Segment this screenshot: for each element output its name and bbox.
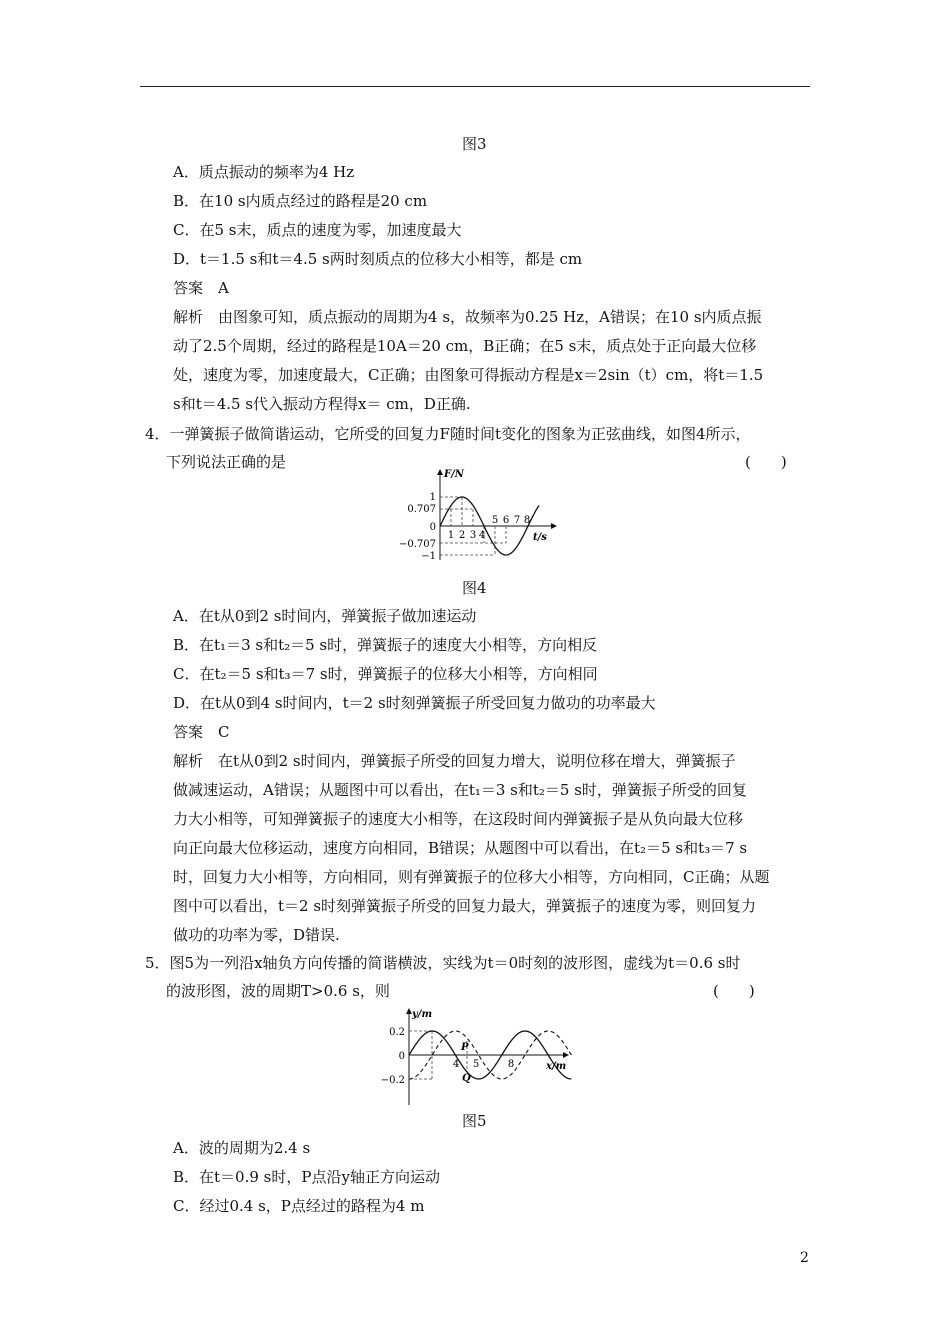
q4-stem-line: 下列说法正确的是: [166, 453, 287, 471]
q5-answer-blank: ( ): [713, 982, 755, 1000]
x-tick-label: 8: [523, 515, 531, 526]
point-q-label: Q: [462, 1073, 471, 1084]
y-axis-label: F/N: [444, 469, 464, 480]
y-tick-label: 0.2: [389, 1027, 405, 1038]
q4-option-d: D．在t从0到4 s时间内，t＝2 s时刻弹簧振子所受回复力做功的功率最大: [173, 694, 656, 712]
y-tick-label: −0.707: [398, 539, 436, 550]
x-tick-label: 5: [472, 1059, 480, 1070]
x-tick-label: 1: [447, 530, 455, 541]
q4-analysis-line: 解析 在t从0到2 s时间内，弹簧振子所受的回复力增大，说明位移在增大，弹簧振子: [173, 752, 736, 770]
x-axis-label: t/s: [533, 532, 547, 543]
q3-answer: 答案 A: [173, 279, 229, 297]
y-tick-label: 0: [429, 522, 436, 533]
q5-option-b: B．在t＝0.9 s时，P点沿y轴正方向运动: [173, 1168, 440, 1186]
q4-analysis-line: 图中可以看出，t＝2 s时刻弹簧振子所受的回复力最大，弹簧振子的速度为零，则回复力: [173, 897, 757, 915]
q3-analysis-line: s和t＝4.5 s代入振动方程得x＝ cm，D正确.: [173, 395, 471, 413]
q5-option-a: A．波的周期为2.4 s: [173, 1139, 311, 1157]
q3-option-d: D．t＝1.5 s和t＝4.5 s两时刻质点的位移大小相等，都是 cm: [173, 250, 583, 268]
q4-analysis-line: 做减速运动，A错误；从题图中可以看出，在t₁＝3 s和t₂＝5 s时，弹簧振子所受的回复: [173, 781, 747, 799]
y-tick-label: 0.707: [407, 504, 436, 515]
y-tick-label: 1: [429, 492, 436, 503]
point-p-label: P: [461, 1042, 469, 1053]
figure-5-caption: 图5: [462, 1112, 487, 1130]
y-tick-label: −1: [421, 551, 436, 562]
q4-stem-line: 4．一弹簧振子做简谐运动，它所受的回复力F随时间t变化的图象为正弦曲线，如图4所示，: [145, 425, 751, 443]
x-tick-label: 4: [452, 1059, 460, 1070]
q4-analysis-line: 做功的功率为零，D错误.: [173, 926, 340, 944]
q4-option-b: B．在t₁＝3 s和t₂＝5 s时，弹簧振子的速度大小相等，方向相反: [173, 636, 598, 654]
q3-analysis-line: 处，速度为零，加速度最大，C正确；由图象可得振动方程是x＝2sin（t）cm，将t＝1.5: [173, 366, 764, 384]
y-tick-label: −0.2: [380, 1075, 405, 1086]
q3-analysis-line: 解析 由图象可知，质点振动的周期为4 s，故频率为0.25 Hz，A错误；在10 s内质点振: [173, 308, 762, 326]
x-axis-label: x/m: [546, 1061, 567, 1072]
x-tick-label: 5: [491, 515, 499, 526]
q3-option-a: A．质点振动的频率为4 Hz: [173, 163, 355, 181]
q5-stem-line: 的波形图，波的周期T>0.6 s，则: [166, 982, 390, 1000]
x-tick-label: 7: [513, 515, 521, 526]
x-tick-label: 2: [458, 530, 466, 541]
page-number: 2: [800, 1250, 809, 1266]
q4-answer: 答案 C: [173, 723, 230, 741]
q3-analysis-line: 动了2.5个周期，经过的路程是10A＝20 cm，B正确；在5 s末，质点处于正向最大位移: [173, 337, 757, 355]
q4-option-a: A．在t从0到2 s时间内，弹簧振子做加速运动: [173, 607, 477, 625]
y-axis-label: y/m: [412, 1009, 433, 1020]
figure-4-force-graph: [396, 464, 566, 576]
x-tick-label: 3: [469, 530, 477, 541]
q5-stem-line: 5．图5为一列沿x轴负方向传播的简谐横波，实线为t＝0时刻的波形图，虚线为t＝0.6 s时: [145, 954, 741, 972]
header-rule: [140, 86, 810, 87]
x-tick-label: 6: [502, 515, 510, 526]
figure-4-caption: 图4: [462, 579, 487, 597]
q4-analysis-line: 力大小相等，可知弹簧振子的速度大小相等，在这段时间内弹簧振子是从负向最大位移: [173, 810, 744, 828]
q4-answer-blank: ( ): [745, 453, 787, 471]
q4-analysis-line: 时，回复力大小相等，方向相同，则有弹簧振子的位移大小相等，方向相同，C正确；从题: [173, 868, 770, 886]
q3-option-b: B．在10 s内质点经过的路程是20 cm: [173, 192, 428, 210]
y-tick-label: 0: [398, 1051, 405, 1062]
q4-analysis-line: 向正向最大位移运动，速度方向相同，B错误；从题图中可以看出，在t₂＝5 s和t₃＝7 s: [173, 839, 748, 857]
q4-option-c: C．在t₂＝5 s和t₃＝7 s时，弹簧振子的位移大小相等，方向相同: [173, 665, 598, 683]
x-tick-label: 8: [507, 1059, 515, 1070]
q5-option-c: C．经过0.4 s，P点经过的路程为4 m: [173, 1197, 425, 1215]
x-tick-label: 4: [478, 530, 486, 541]
q3-option-c: C．在5 s末，质点的速度为零，加速度最大: [173, 221, 462, 239]
figure-5-wave-graph: [372, 1005, 572, 1113]
figure-3-caption: 图3: [462, 135, 487, 153]
